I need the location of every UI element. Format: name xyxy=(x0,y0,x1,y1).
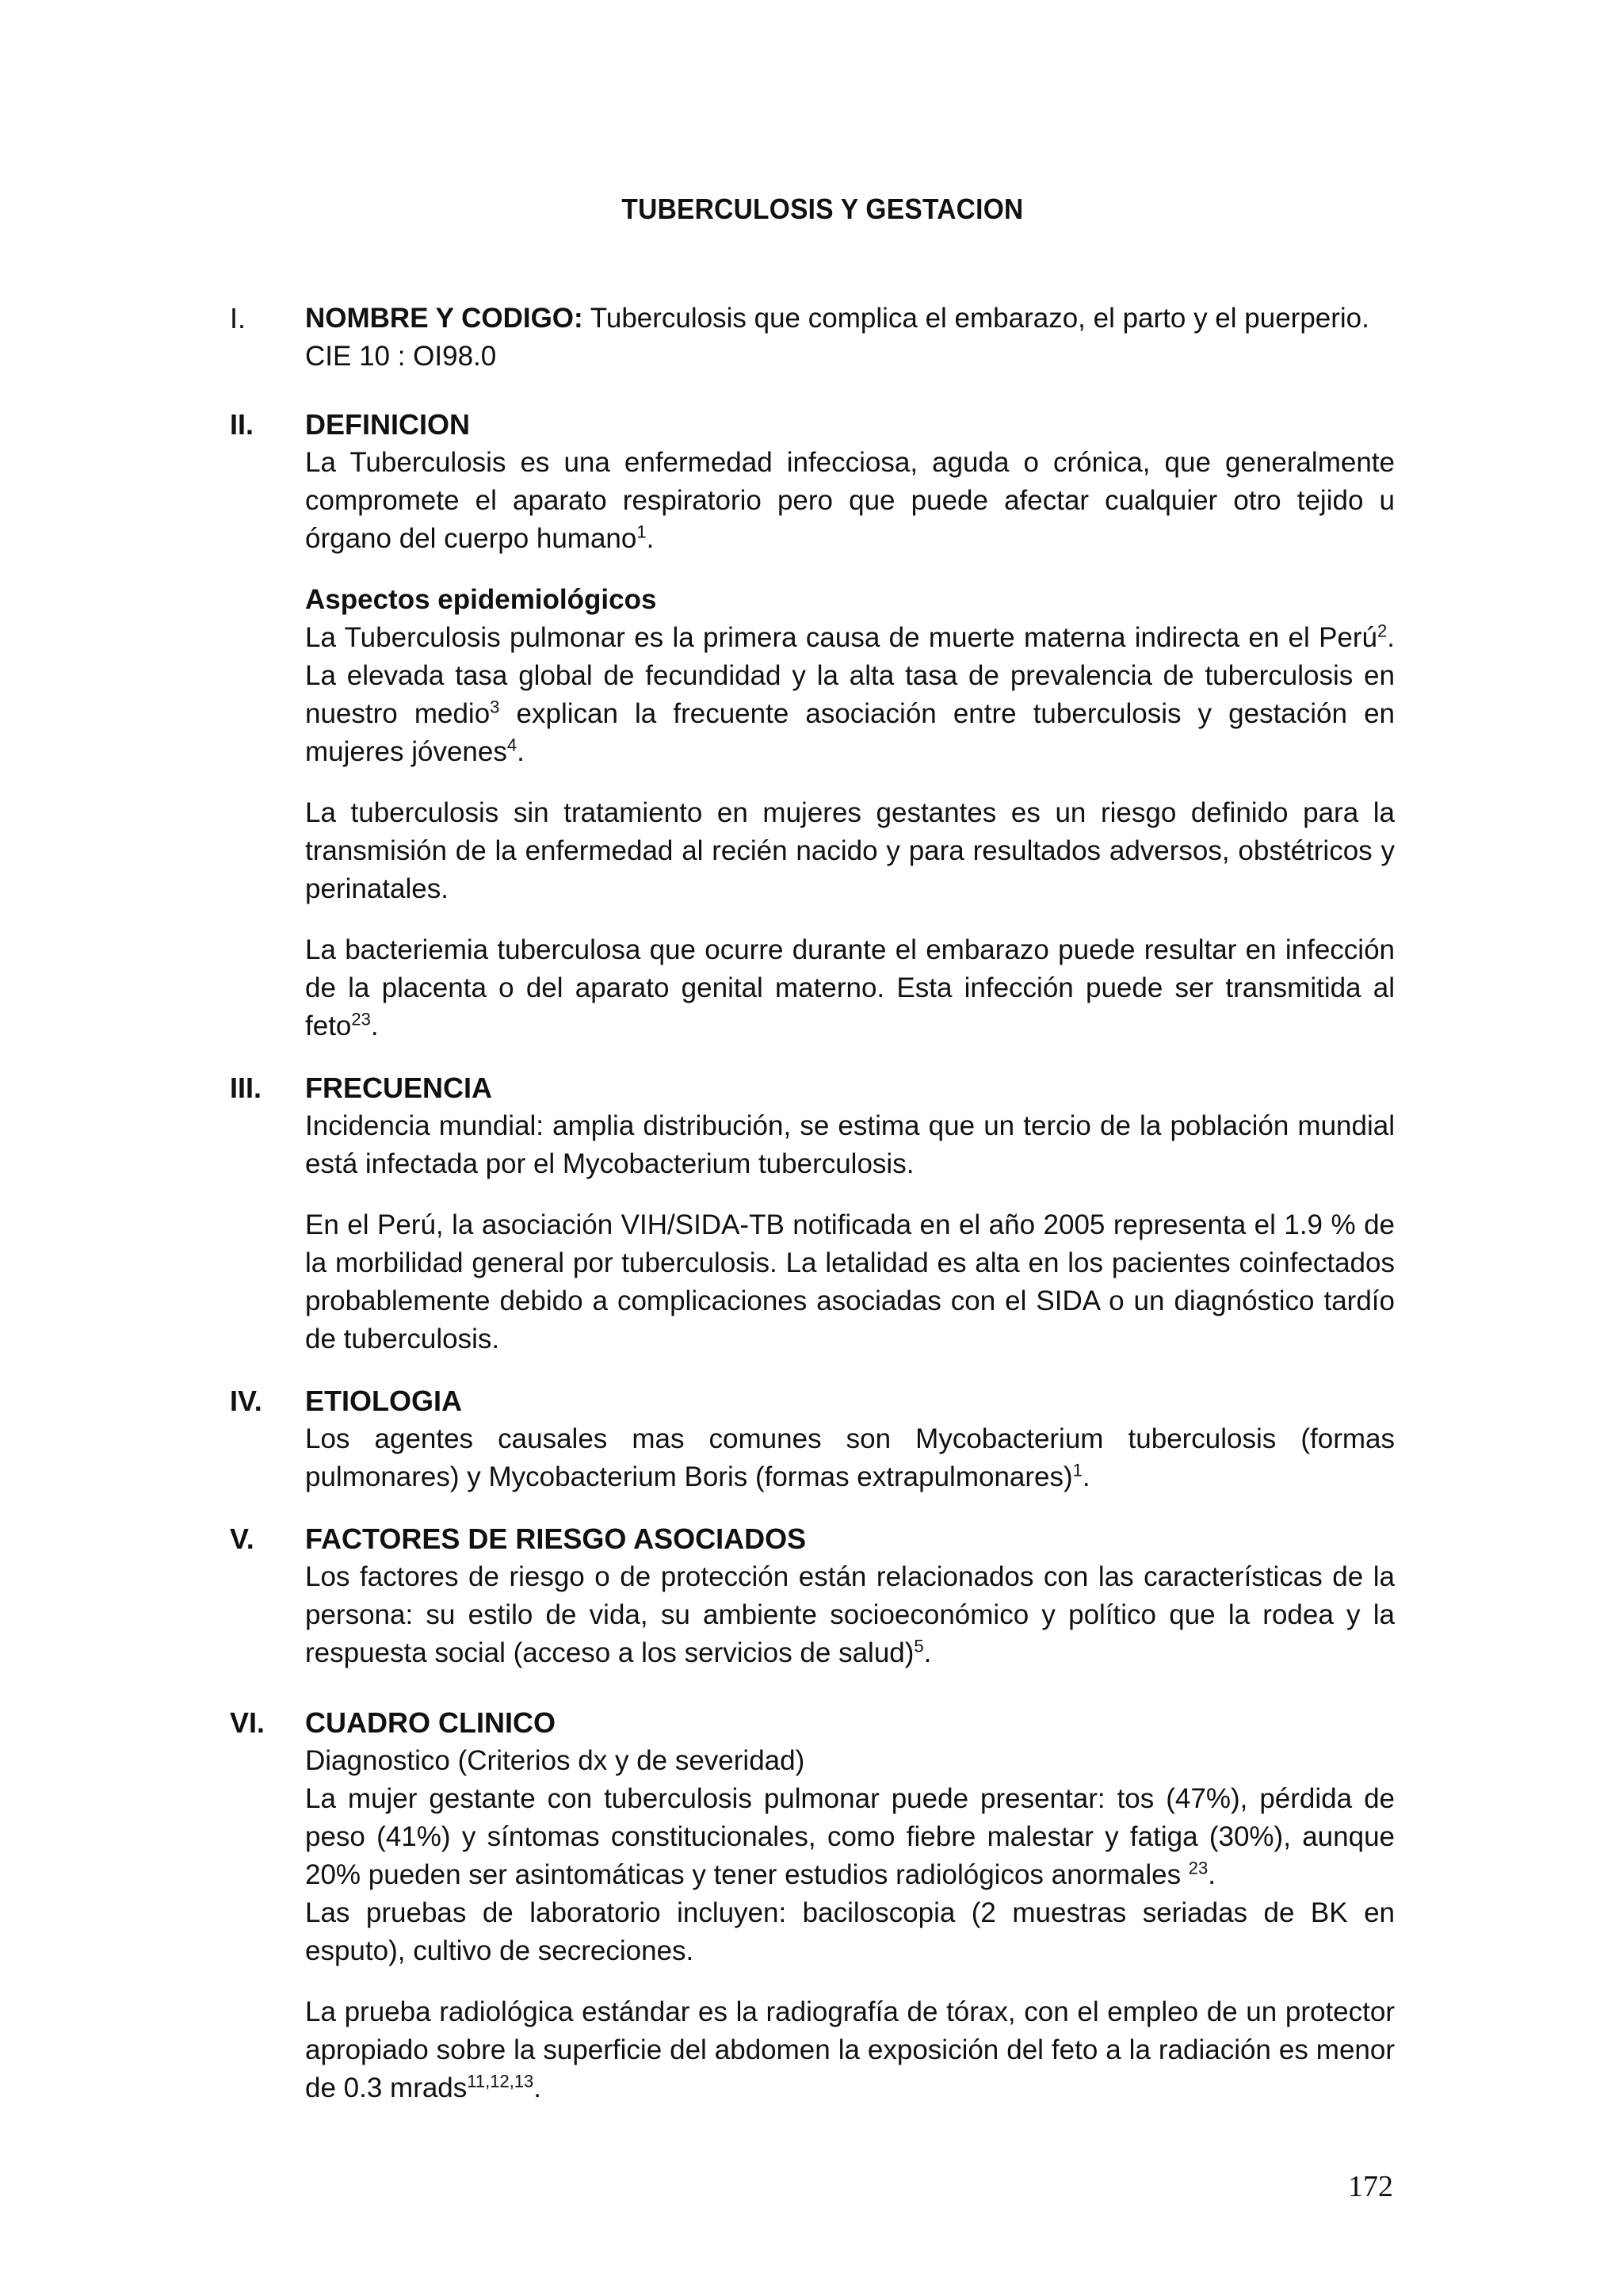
section-heading: DEFINICION xyxy=(305,408,471,441)
section-heading: NOMBRE Y CODIGO: xyxy=(305,303,583,334)
section-heading: ETIOLOGIA xyxy=(305,1385,462,1417)
page-number: 172 xyxy=(1348,2170,1393,2203)
paragraph xyxy=(305,1993,1395,2107)
section-numeral: I. xyxy=(230,302,246,334)
section-body xyxy=(305,300,1395,376)
section-numeral: III. xyxy=(230,1072,262,1104)
paragraph-end: . xyxy=(370,1010,379,1041)
section-heading: FACTORES DE RIESGO ASOCIADOS xyxy=(305,1522,807,1555)
paragraph xyxy=(305,1558,1395,1672)
section-heading: CUADRO CLINICO xyxy=(305,1706,556,1739)
paragraph-end: . xyxy=(646,523,655,554)
section-numeral: II. xyxy=(230,408,254,441)
section-heading: FRECUENCIA xyxy=(305,1072,493,1104)
section-numeral: IV. xyxy=(230,1385,262,1417)
paragraph: Las pruebas de laboratorio incluyen: baciloscopia (2 muestras seriadas de BK en esputo), cultivo de secreciones. xyxy=(305,1897,1395,1966)
paragraph-end: . xyxy=(1208,1859,1216,1890)
paragraph-text: Los agentes causales mas comunes son Mycobacterium tuberculosis (formas pulmonares) y Mycobacterium Boris (formas extrapulmonares) xyxy=(305,1423,1395,1492)
paragraph xyxy=(305,444,1395,558)
paragraph-text: . La elevada tasa global de fecundidad y la alta tasa de prevalencia de tuberculosis en nuestro medio xyxy=(305,622,1395,729)
section-factores-riesgo xyxy=(230,1520,1395,1672)
footnote-ref: 3 xyxy=(490,697,500,717)
paragraph: En el Perú, la asociación VIH/SIDA-TB notificada en el año 2005 representa el 1.9 % de la morbilidad general por tuberculosis. La letalidad es alta en los pacientes coinfectados probablemente debido a complicaciones asociadas con el SIDA o un diagnóstico tardío de tuberculosis. xyxy=(305,1209,1395,1354)
paragraph: La tuberculosis sin tratamiento en mujeres gestantes es un riesgo definido para la transmisión de la enfermedad al recién nacido y para resultados adversos, obstétricos y perinatales. xyxy=(305,797,1395,904)
paragraph xyxy=(305,619,1395,771)
paragraph-end: . xyxy=(923,1637,932,1668)
document-title: TUBERCULOSIS Y GESTACION xyxy=(621,193,1024,225)
section-cuadro-clinico xyxy=(230,1704,1395,2107)
footnote-ref: 4 xyxy=(506,735,517,755)
section-etiologia xyxy=(230,1382,1395,1496)
diagnostic-line: Diagnostico (Criterios dx y de severidad) xyxy=(305,1745,805,1776)
paragraph-text: Los factores de riesgo o de protección están relacionados con las características de la persona: su estilo de vida, su ambiente socioeconómico y político que la rodea y la respuesta social (acceso a los servicios de salud) xyxy=(305,1561,1395,1668)
paragraph xyxy=(305,931,1395,1045)
paragraph-text: La prueba radiológica estándar es la radiografía de tórax, con el empleo de un protector apropiado sobre la superficie del abdomen la exposición del feto a la radiación es menor de 0.3 mrads xyxy=(305,1996,1395,2103)
paragraph-text: La Tuberculosis pulmonar es la primera causa de muerte materna indirecta en el Perú xyxy=(305,622,1378,653)
section-frecuencia xyxy=(230,1069,1395,1358)
section-definicion xyxy=(230,406,1395,1045)
subheading-epidemiologia: Aspectos epidemiológicos xyxy=(305,584,657,615)
section-body xyxy=(305,1069,1395,1358)
paragraph-text: La bacteriemia tuberculosa que ocurre durante el embarazo puede resultar en infección de la placenta o del aparato genital materno. Esta infección puede ser transmitida al feto xyxy=(305,934,1395,1041)
paragraph-text: explican la frecuente asociación entre tuberculosis y gestación en mujeres jóvenes xyxy=(305,698,1395,767)
section-body xyxy=(305,1704,1395,2107)
paragraph-end: . xyxy=(1082,1461,1090,1492)
footnote-ref: 1 xyxy=(636,521,647,542)
document-body xyxy=(230,300,1395,2131)
footnote-ref: 23 xyxy=(1188,1858,1209,1878)
footnote-ref: 1 xyxy=(1072,1460,1083,1480)
paragraph: Incidencia mundial: amplia distribución, se estima que un tercio de la población mundial está infectada por el Mycobacterium tuberculosis. xyxy=(305,1110,1395,1179)
section-numeral: V. xyxy=(230,1522,254,1555)
paragraph-end: . xyxy=(517,736,525,767)
section-body xyxy=(305,406,1395,1045)
section-body xyxy=(305,1382,1395,1496)
section-numeral: VI. xyxy=(230,1706,265,1739)
section-text: Tuberculosis que complica el embarazo, el parto y el puerperio. CIE 10 : OI98.0 xyxy=(305,303,1369,372)
paragraph-text: La Tuberculosis es una enfermedad infecciosa, aguda o crónica, que generalmente compromete el aparato respiratorio pero que puede afectar cualquier otro tejido u órgano del cuerpo humano xyxy=(305,447,1395,554)
section-body xyxy=(305,1520,1395,1672)
paragraph xyxy=(305,1780,1395,1894)
footnote-ref: 23 xyxy=(351,1009,371,1030)
paragraph-text: La mujer gestante con tuberculosis pulmonar puede presentar: tos (47%), pérdida de peso (41%) y síntomas constitucionales, como fiebre malestar y fatiga (30%), aunque 20% pueden ser asintomáticas y tener estudios radiológicos anormales xyxy=(305,1783,1395,1890)
paragraph-end: . xyxy=(533,2073,542,2103)
footnote-ref: 5 xyxy=(914,1636,924,1656)
paragraph xyxy=(305,1420,1395,1496)
footnote-ref: 2 xyxy=(1377,621,1388,641)
footnote-ref: 11,12,13 xyxy=(467,2071,534,2092)
section-nombre-codigo xyxy=(230,300,1395,376)
